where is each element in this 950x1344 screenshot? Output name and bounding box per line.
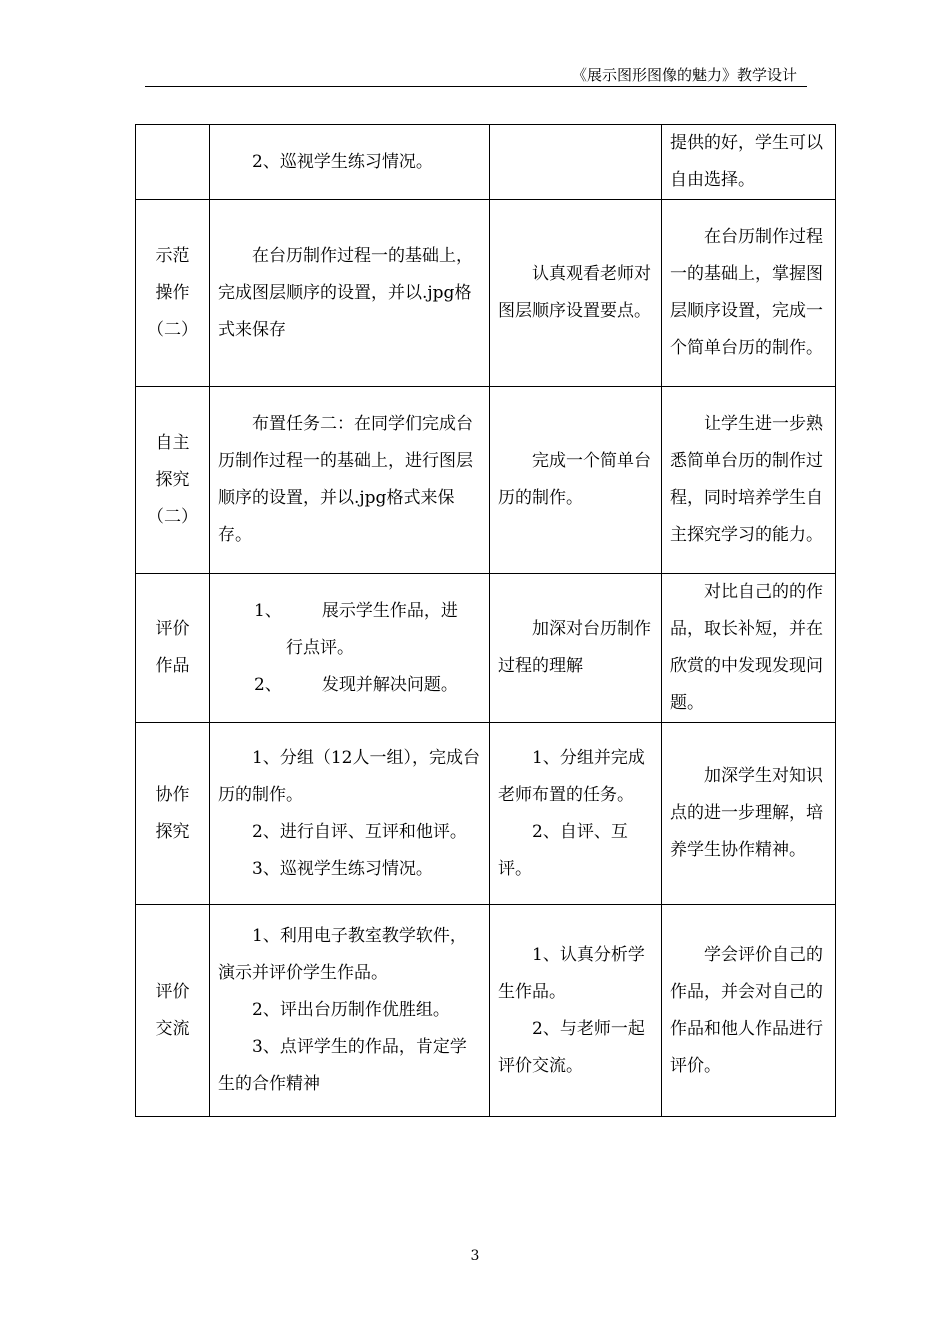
phase-cell — [136, 905, 210, 1117]
header-title: 《展示图形图像的魅力》教学设计 — [571, 66, 797, 84]
teacher-text: 1、分组（12人一组），完成台历的制作。 — [218, 747, 480, 805]
student-text: 1、分组并完成老师布置的任务。 — [498, 747, 645, 805]
phase-cell — [136, 125, 210, 200]
teacher-cell — [210, 723, 490, 905]
intent-text: 对比自己的的作品，取长补短，并在欣赏的中发现发现问题。 — [670, 582, 823, 713]
teacher-text: 2、进行自评、互评和他评。 — [252, 821, 467, 842]
student-text: 1、认真分析学生作品。 — [498, 944, 645, 1002]
student-text: 2、与老师一起评价交流。 — [498, 1018, 645, 1076]
teacher-cell — [210, 125, 490, 200]
teacher-cell — [210, 574, 490, 723]
intent-text: 在台历制作过程一的基础上，掌握图层顺序设置，完成一个简单台历的制作。 — [670, 227, 823, 358]
intent-cell — [662, 387, 836, 574]
teacher-text: 布置任务二：在同学们完成台历制作过程一的基础上，进行图层顺序的设置，并以.jpg格式来保存。 — [218, 414, 473, 545]
table-row — [136, 574, 836, 723]
teacher-list-item: 1、 展示学生作品，进 — [254, 600, 458, 621]
phase-cell — [136, 200, 210, 387]
student-text: 加深对台历制作过程的理解 — [498, 619, 651, 676]
lesson-plan-table — [135, 124, 836, 1117]
teacher-text: 2、巡视学生练习情况。 — [252, 151, 433, 172]
phase-label: 操作 — [155, 282, 190, 303]
teacher-cell — [210, 200, 490, 387]
intent-cell — [662, 125, 836, 200]
phase-cell — [136, 723, 210, 905]
teacher-list-item: 2、 发现并解决问题。 — [254, 674, 458, 695]
student-cell — [490, 723, 662, 905]
intent-cell — [662, 905, 836, 1117]
phase-label: 探究 — [155, 821, 190, 842]
intent-text: 加深学生对知识点的进一步理解，培养学生协作精神。 — [670, 766, 823, 860]
phase-label: 协作 — [155, 784, 190, 805]
student-cell — [490, 905, 662, 1117]
phase-label: （二） — [147, 506, 198, 527]
student-cell — [490, 125, 662, 200]
table-row — [136, 125, 836, 200]
teacher-text: 1、利用电子教室教学软件，演示并评价学生作品。 — [218, 926, 467, 983]
phase-label: （二） — [147, 319, 198, 340]
teacher-text: 在台历制作过程一的基础上，完成图层顺序的设置，并以.jpg格式来保存 — [218, 245, 473, 340]
table-row — [136, 723, 836, 905]
teacher-text: 3、点评学生的作品，肯定学生的合作精神 — [218, 1037, 467, 1094]
teacher-cell — [210, 905, 490, 1117]
student-cell — [490, 200, 662, 387]
teacher-text: 3、巡视学生练习情况。 — [252, 858, 433, 879]
phase-label: 评价 — [155, 981, 190, 1002]
student-text: 认真观看老师对图层顺序设置要点。 — [498, 264, 651, 321]
table-row — [136, 905, 836, 1117]
teacher-text: 2、评出台历制作优胜组。 — [252, 1000, 450, 1020]
phase-label: 作品 — [155, 656, 190, 676]
phase-label: 交流 — [155, 1018, 190, 1039]
intent-text: 提供的好，学生可以自由选择。 — [670, 133, 823, 190]
student-cell — [490, 574, 662, 723]
page-number: 3 — [470, 1248, 480, 1264]
table-row — [136, 387, 836, 574]
student-cell — [490, 387, 662, 574]
table-row — [136, 200, 836, 387]
intent-text: 学会评价自己的作品，并会对自己的作品和他人作品进行评价。 — [670, 944, 823, 1076]
teacher-cell — [210, 387, 490, 574]
phase-label: 评价 — [155, 619, 190, 639]
phase-label: 探究 — [155, 469, 190, 490]
intent-cell — [662, 723, 836, 905]
phase-cell — [136, 574, 210, 723]
phase-cell — [136, 387, 210, 574]
phase-label: 示范 — [155, 245, 190, 266]
page-header — [145, 66, 807, 87]
intent-cell — [662, 574, 836, 723]
teacher-list-cont: 行点评。 — [286, 637, 354, 658]
student-text: 2、自评、互评。 — [498, 821, 628, 879]
student-text: 完成一个简单台历的制作。 — [498, 451, 651, 508]
intent-cell — [662, 200, 836, 387]
phase-label: 自主 — [155, 432, 190, 453]
intent-text: 让学生进一步熟悉简单台历的制作过程，同时培养学生自主探究学习的能力。 — [670, 414, 823, 545]
